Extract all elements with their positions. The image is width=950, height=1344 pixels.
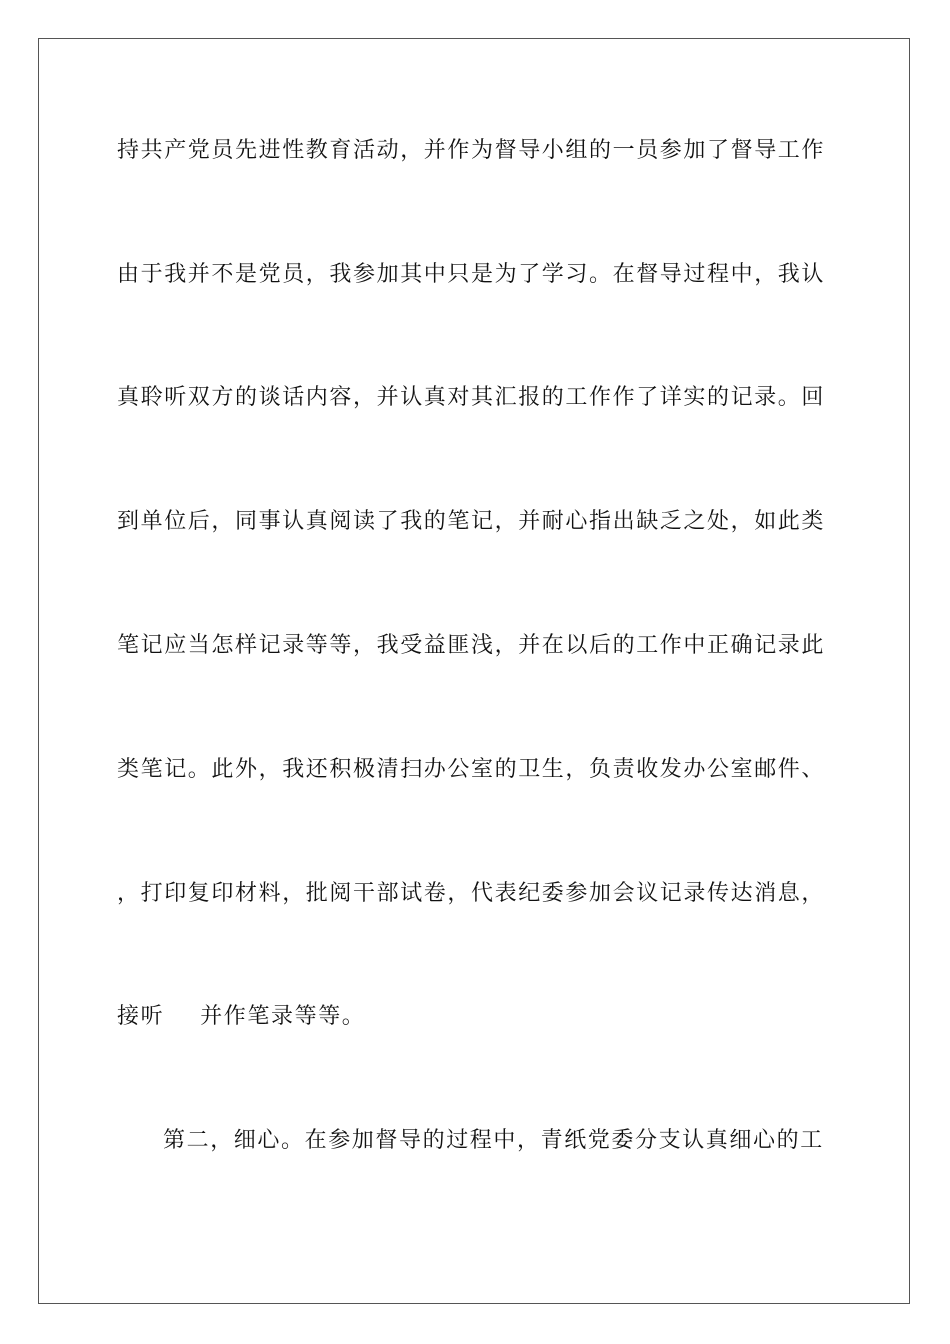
text-line-4: 到单位后，同事认真阅读了我的笔记，并耐心指出缺乏之处，如此类 xyxy=(117,509,826,534)
page-border xyxy=(38,38,910,1304)
paragraph-2-first-line: 第二，细心。在参加督导的过程中，青纸党委分支认真细心的工 xyxy=(163,1128,824,1153)
text-line-8-end: 并作笔录等等。 xyxy=(200,1004,366,1029)
text-line-8 xyxy=(117,1002,833,1032)
text-line-7: ，打印复印材料，批阅干部试卷，代表纪委参加会议记录传达消息， xyxy=(117,881,826,906)
text-line-8-start: 接听 xyxy=(117,1004,165,1029)
text-line-3: 真聆听双方的谈话内容，并认真对其汇报的工作作了详实的记录。回 xyxy=(117,385,826,410)
text-line-5: 笔记应当怎样记录等等，我受益匪浅，并在以后的工作中正确记录此 xyxy=(117,633,826,658)
text-line-6: 类笔记。此外，我还积极清扫办公室的卫生，负责收发办公室邮件、 xyxy=(117,757,826,782)
text-line-1: 持共产党员先进性教育活动，并作为督导小组的一员参加了督导工作 xyxy=(117,138,826,163)
text-line-2: 由于我并不是党员，我参加其中只是为了学习。在督导过程中，我认 xyxy=(117,262,826,287)
